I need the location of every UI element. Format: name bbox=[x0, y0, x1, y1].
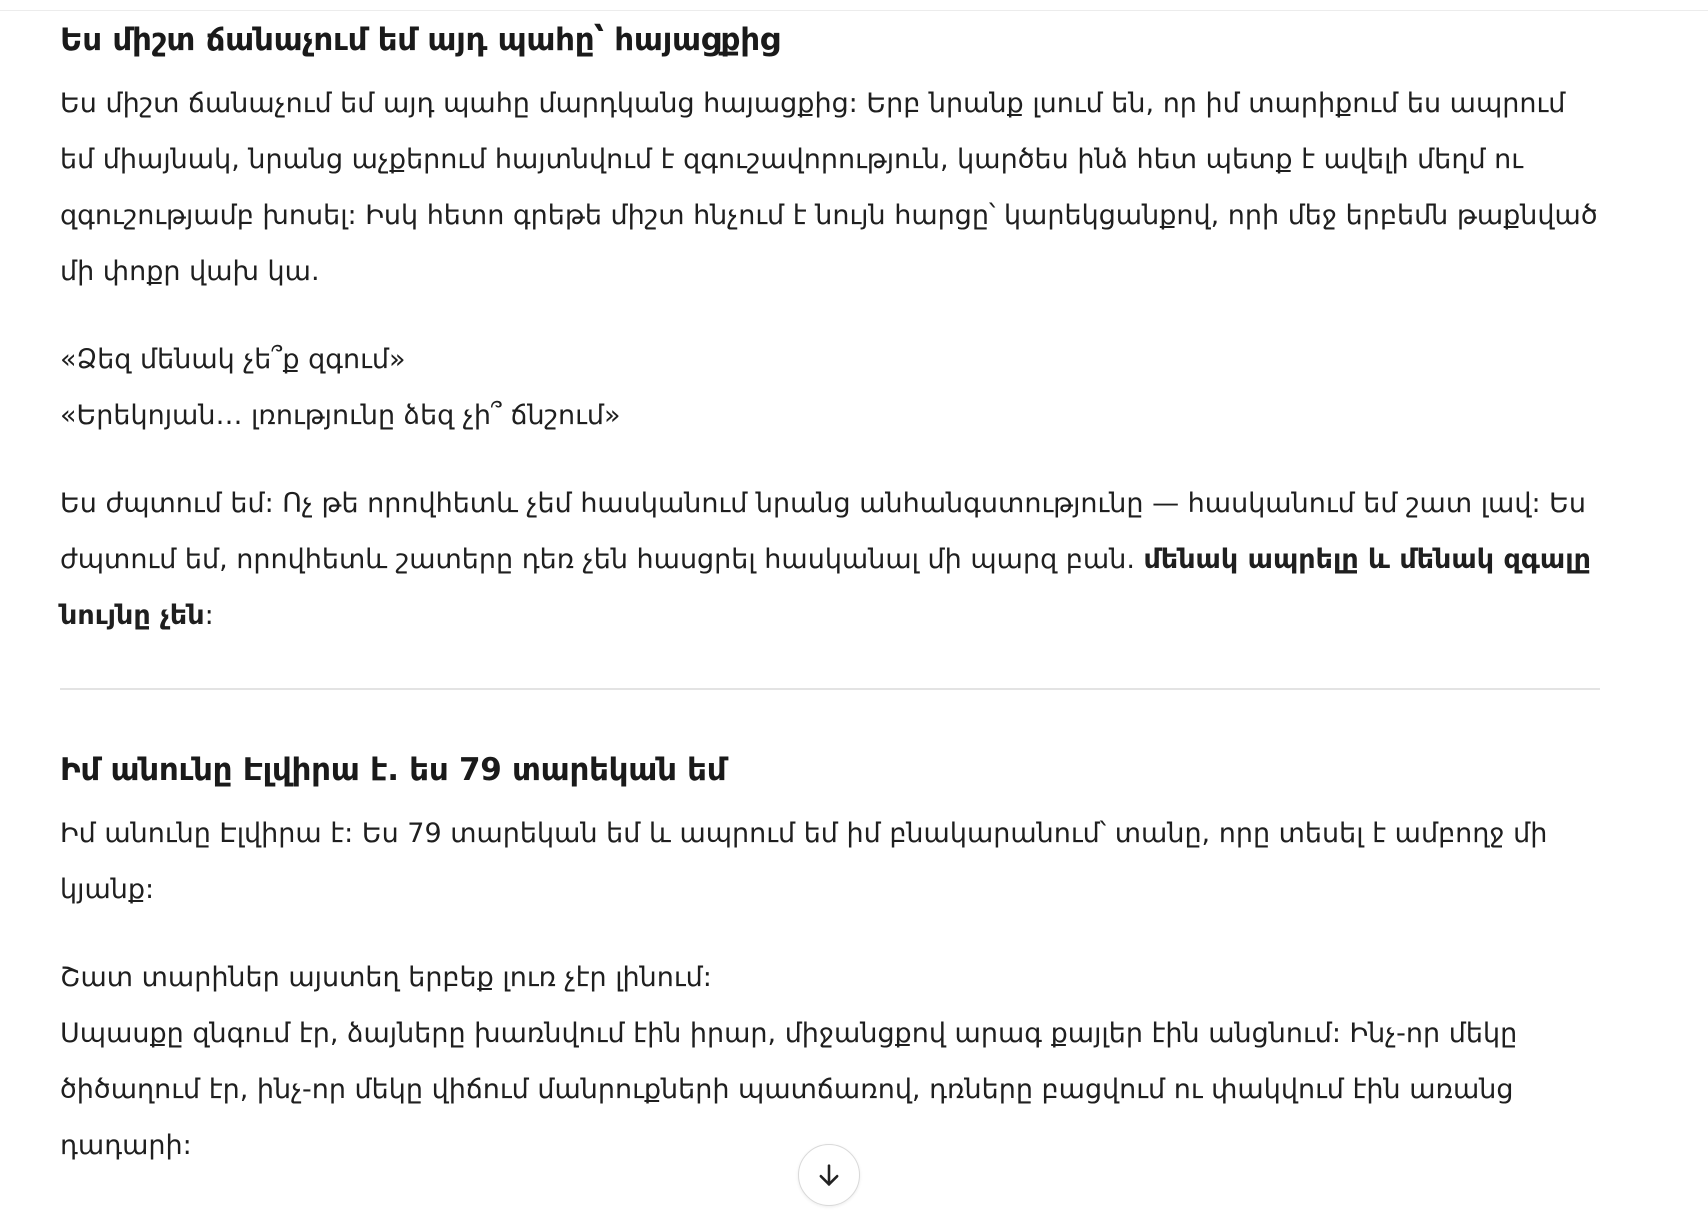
section2-paragraph-2-line-1: Շատ տարիներ այստեղ երբեք լուռ չէր լինում: bbox=[60, 962, 712, 993]
section2-paragraph-1: Իմ անունը Էլվիրա է: Ես 79 տարեկան եմ և ապրում եմ իմ բնակարանում՝ տանը, որը տեսել է ամբողջ մի կյանք: bbox=[60, 818, 1548, 905]
section1-paragraph-3-bold: մենակ ապրելը և մենակ զգալը նույնը չեն bbox=[60, 544, 1591, 631]
article-content bbox=[60, 18, 1600, 1174]
section2-paragraph-2-line-2: Սպասքը զնգում էր, ձայները խառնվում էին իրար, միջանցքով արագ քայլեր էին անցնում: Ինչ-որ մեկը ծիծաղում էր, ինչ-որ մեկը վիճում մանրուքների պատճառով, դռները բացվում ու փակվում էին առանց դադարի: bbox=[60, 1018, 1518, 1161]
section1-quote-1: «Ձեզ մենակ չե՞ք զգում» bbox=[60, 344, 406, 375]
section1-heading: Ես միշտ ճանաչում եմ այդ պահը՝ հայացքից bbox=[60, 22, 780, 58]
section1-paragraph-3-end: : bbox=[204, 600, 214, 631]
scroll-down-button[interactable] bbox=[798, 1144, 860, 1206]
arrow-down-icon bbox=[815, 1161, 843, 1189]
section1-paragraph-3-text: Ես ժպտում եմ: Ոչ թե որովհետև չեմ հասկանում նրանց անհանգստությունը — հասկանում եմ շատ լավ: Ես ժպտում եմ, որովհետև շատերը դեռ չեն հասցրել հասկանալ մի պարզ բան. bbox=[60, 488, 1587, 575]
top-border bbox=[0, 10, 1708, 11]
section1-paragraph-1: Ես միշտ ճանաչում եմ այդ պահը մարդկանց հայացքից: Երբ նրանք լսում են, որ իմ տարիքում ես ապրում եմ միայնակ, նրանց աչքերում հայտնվում է զգուշավորություն, կարծես ինձ հետ պետք է ավելի մեղմ ու զգուշությամբ խոսել: Իսկ հետո գրեթե միշտ հնչում է նույն հարցը՝ կարեկցանքով, որի մեջ երբեմն թաքնված մի փոքր վախ կա. bbox=[60, 88, 1598, 287]
section1-paragraph-3 bbox=[60, 476, 1600, 644]
section1-quote-2: «Երեկոյան… լռությունը ձեզ չի՞ ճնշում» bbox=[60, 400, 621, 431]
section2-heading: Իմ անունը Էլվիրա է. ես 79 տարեկան եմ bbox=[60, 752, 727, 788]
